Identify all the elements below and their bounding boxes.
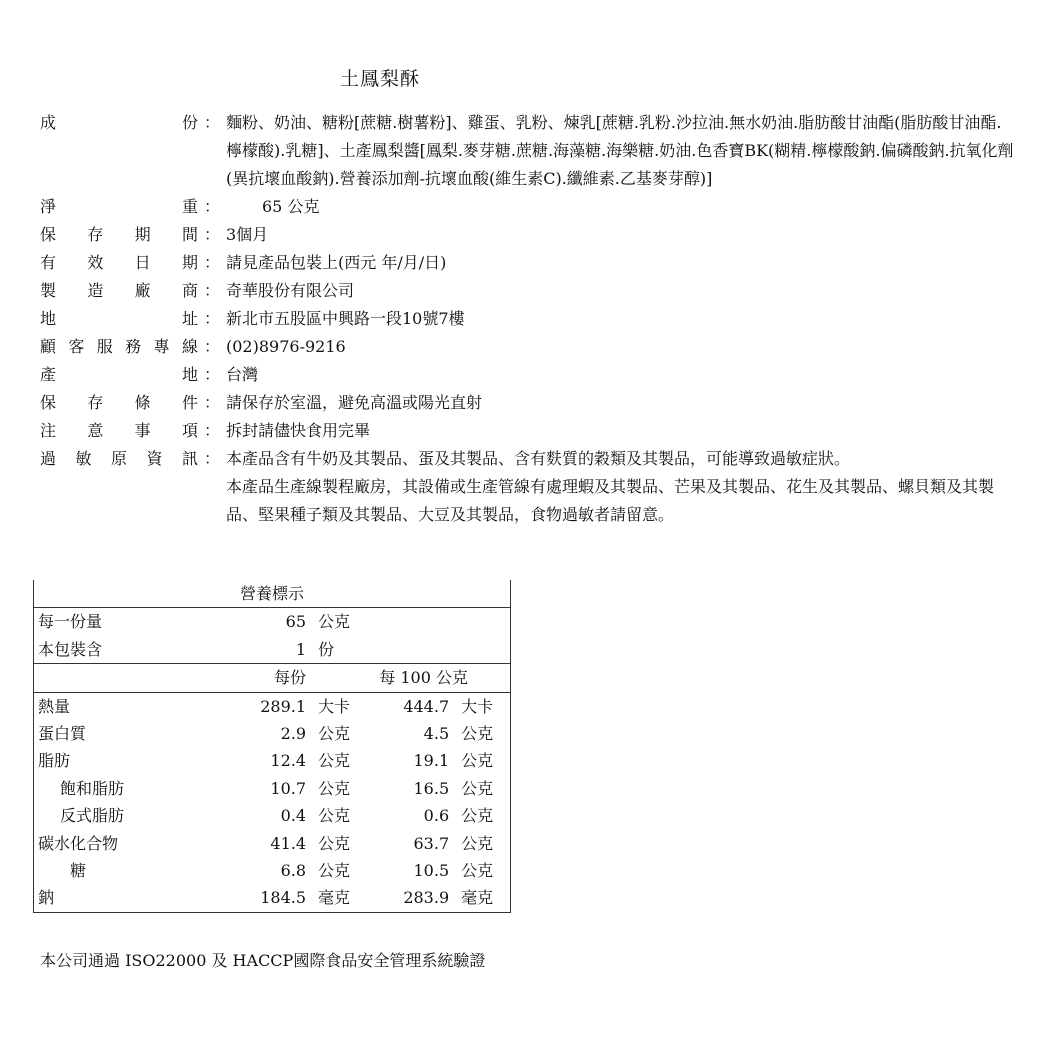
pack-row xyxy=(34,636,511,664)
nutrition-row xyxy=(34,720,511,747)
nutrient-name: 鈉 xyxy=(38,888,55,908)
spec-label: 製 造 廠 商 xyxy=(40,281,198,300)
spec-row-allergen xyxy=(40,445,1020,529)
column-header-row xyxy=(34,664,511,692)
spec-colon: ： xyxy=(203,113,220,132)
spec-value: 拆封請儘快食用完畢 xyxy=(226,421,371,440)
per-100-value: 63.7 xyxy=(413,833,450,853)
spec-value: 奇華股份有限公司 xyxy=(226,281,355,300)
spec-value: 台灣 xyxy=(226,365,259,384)
spec-row-notice xyxy=(40,417,1020,445)
spec-value xyxy=(226,445,1016,529)
spec-colon: ： xyxy=(203,281,220,300)
per-serving-unit: 公克 xyxy=(318,751,351,771)
nutrient-name: 飽和脂肪 xyxy=(60,778,125,798)
spec-value: 請保存於室溫，避免高溫或陽光直射 xyxy=(226,393,483,412)
nutrient-name: 糖 xyxy=(70,861,87,881)
per-serving-value: 10.7 xyxy=(270,778,307,798)
nutrition-row xyxy=(34,830,511,857)
nutrition-caption-row xyxy=(34,580,511,608)
per-100-unit: 公克 xyxy=(461,806,494,826)
serving-row xyxy=(34,608,511,636)
per-100-unit: 公克 xyxy=(461,833,494,853)
spec-colon: ： xyxy=(203,253,220,272)
per-100-value: 283.9 xyxy=(403,888,450,908)
spec-label: 產 地 xyxy=(40,365,198,384)
allergen-line-2: 本產品生產線製程廠房，其設備或生產管線有處理蝦及其製品、芒果及其製品、花生及其製品、螺貝類及其製品、堅果種子類及其製品、大豆及其製品，食物過敏者請留意。 xyxy=(226,477,995,524)
nutrition-row xyxy=(34,692,511,720)
serving-value: 65 xyxy=(211,608,318,636)
spec-label: 成 份 xyxy=(40,113,198,132)
per-serving-unit: 大卡 xyxy=(318,692,357,720)
spec-value: 請見產品包裝上(西元 年/月/日) xyxy=(226,253,447,272)
spec-colon: ： xyxy=(203,449,220,468)
per-100-unit: 公克 xyxy=(461,861,494,881)
per-100-unit: 毫克 xyxy=(461,888,494,908)
per-100-value: 10.5 xyxy=(413,861,450,881)
per-100-value: 19.1 xyxy=(413,751,450,771)
per-serving-unit: 公克 xyxy=(318,861,351,881)
pack-unit: 份 xyxy=(318,639,335,659)
nutrient-name: 反式脂肪 xyxy=(60,806,125,826)
nutrition-row xyxy=(34,802,511,829)
per-100-unit: 大卡 xyxy=(461,692,510,720)
spec-label: 過 敏 原 資 訊 xyxy=(40,449,198,468)
spec-value: 3個月 xyxy=(226,225,269,244)
spec-row-origin xyxy=(40,361,1020,389)
col-per-serving: 每份 xyxy=(211,664,318,692)
nutrient-name: 熱量 xyxy=(34,692,212,720)
spec-value: 麵粉、奶油、糖粉[蔗糖.樹薯粉]、雞蛋、乳粉、煉乳[蔗糖.乳粉.沙拉油.無水奶油.脂肪酸甘油酯(脂肪酸甘油酯.檸檬酸).乳糖]、土產鳳梨醬[鳳梨.麥芽糖.蔗糖.海藻糖.海樂糖.奶油.色香寶BK(糊精.檸檬酸鈉.偏磷酸鈉.抗氧化劑(異抗壞血酸鈉).營養添加劑-抗壞血酸(維生素C).纖維素.乙基麥芽醇)] xyxy=(226,113,1014,188)
pack-label: 本包裝含 xyxy=(38,639,103,659)
spec-list xyxy=(40,109,1020,529)
spec-label: 地 址 xyxy=(40,309,198,328)
spec-colon: ： xyxy=(203,337,220,356)
col-per-100: 每 100 公克 xyxy=(357,664,510,692)
spec-colon: ： xyxy=(203,393,220,412)
per-100-unit: 公克 xyxy=(461,751,494,771)
spec-colon: ： xyxy=(203,225,220,244)
product-title: 土鳳梨酥 xyxy=(340,68,421,90)
per-serving-unit: 公克 xyxy=(318,806,351,826)
per-serving-unit: 毫克 xyxy=(318,888,351,908)
pack-value: 1 xyxy=(295,639,307,659)
per-serving-unit: 公克 xyxy=(318,778,351,798)
spec-label: 注 意 事 項 xyxy=(40,421,198,440)
certification-note: 本公司通過 ISO22000 及 HACCP國際食品安全管理系統驗證 xyxy=(40,951,486,970)
spec-label: 有 效 日 期 xyxy=(40,253,198,272)
serving-label: 每一份量 xyxy=(34,608,212,636)
nutrient-name: 碳水化合物 xyxy=(38,833,119,853)
per-serving-value: 184.5 xyxy=(260,888,307,908)
per-serving-unit: 公克 xyxy=(318,724,351,744)
per-serving-value: 12.4 xyxy=(270,751,307,771)
per-serving-unit: 公克 xyxy=(318,833,351,853)
spec-colon: ： xyxy=(203,197,220,216)
spec-row-shelf-life xyxy=(40,221,1020,249)
spec-value: 65 公克 xyxy=(262,197,320,216)
per-serving-value: 2.9 xyxy=(280,724,307,744)
nutrition-row xyxy=(34,857,511,884)
allergen-line-1: 本產品含有牛奶及其製品、蛋及其製品、含有麩質的穀類及其製品，可能導致過敏症狀。 xyxy=(226,449,851,468)
per-100-unit: 公克 xyxy=(461,778,494,798)
spec-row-manufacturer xyxy=(40,277,1020,305)
per-100-value: 4.5 xyxy=(423,724,450,744)
per-100-value: 444.7 xyxy=(357,692,461,720)
per-serving-value: 41.4 xyxy=(270,833,307,853)
spec-row-hotline xyxy=(40,333,1020,361)
spec-colon: ： xyxy=(203,365,220,384)
spec-row-expiry xyxy=(40,249,1020,277)
spec-value: 新北市五股區中興路一段10號7樓 xyxy=(226,309,465,328)
per-serving-value: 6.8 xyxy=(280,861,307,881)
serving-unit: 公克 xyxy=(318,608,357,636)
per-100-value: 0.6 xyxy=(423,806,450,826)
spec-label: 保 存 期 間 xyxy=(40,225,198,244)
nutrition-row xyxy=(34,747,511,774)
spec-colon: ： xyxy=(203,421,220,440)
spec-label: 顧 客 服 務 專 線 xyxy=(40,337,198,356)
nutrient-name: 脂肪 xyxy=(38,751,71,771)
per-100-unit: 公克 xyxy=(461,724,494,744)
nutrition-caption: 營養標示 xyxy=(239,584,304,603)
nutrition-row xyxy=(34,884,511,912)
spec-row-storage xyxy=(40,389,1020,417)
per-serving-value: 289.1 xyxy=(211,692,318,720)
per-serving-value: 0.4 xyxy=(280,806,307,826)
nutrition-table xyxy=(33,580,511,913)
spec-row-address xyxy=(40,305,1020,333)
nutrition-row xyxy=(34,775,511,802)
spec-label: 淨 重 xyxy=(40,197,198,216)
spec-row-net-weight xyxy=(40,193,1020,221)
spec-row-ingredients xyxy=(40,109,1020,193)
per-100-value: 16.5 xyxy=(413,778,450,798)
spec-colon: ： xyxy=(203,309,220,328)
spec-label: 保 存 條 件 xyxy=(40,393,198,412)
spec-value: (02)8976-9216 xyxy=(226,337,346,356)
nutrition-rows xyxy=(34,692,511,912)
nutrient-name: 蛋白質 xyxy=(38,724,87,744)
